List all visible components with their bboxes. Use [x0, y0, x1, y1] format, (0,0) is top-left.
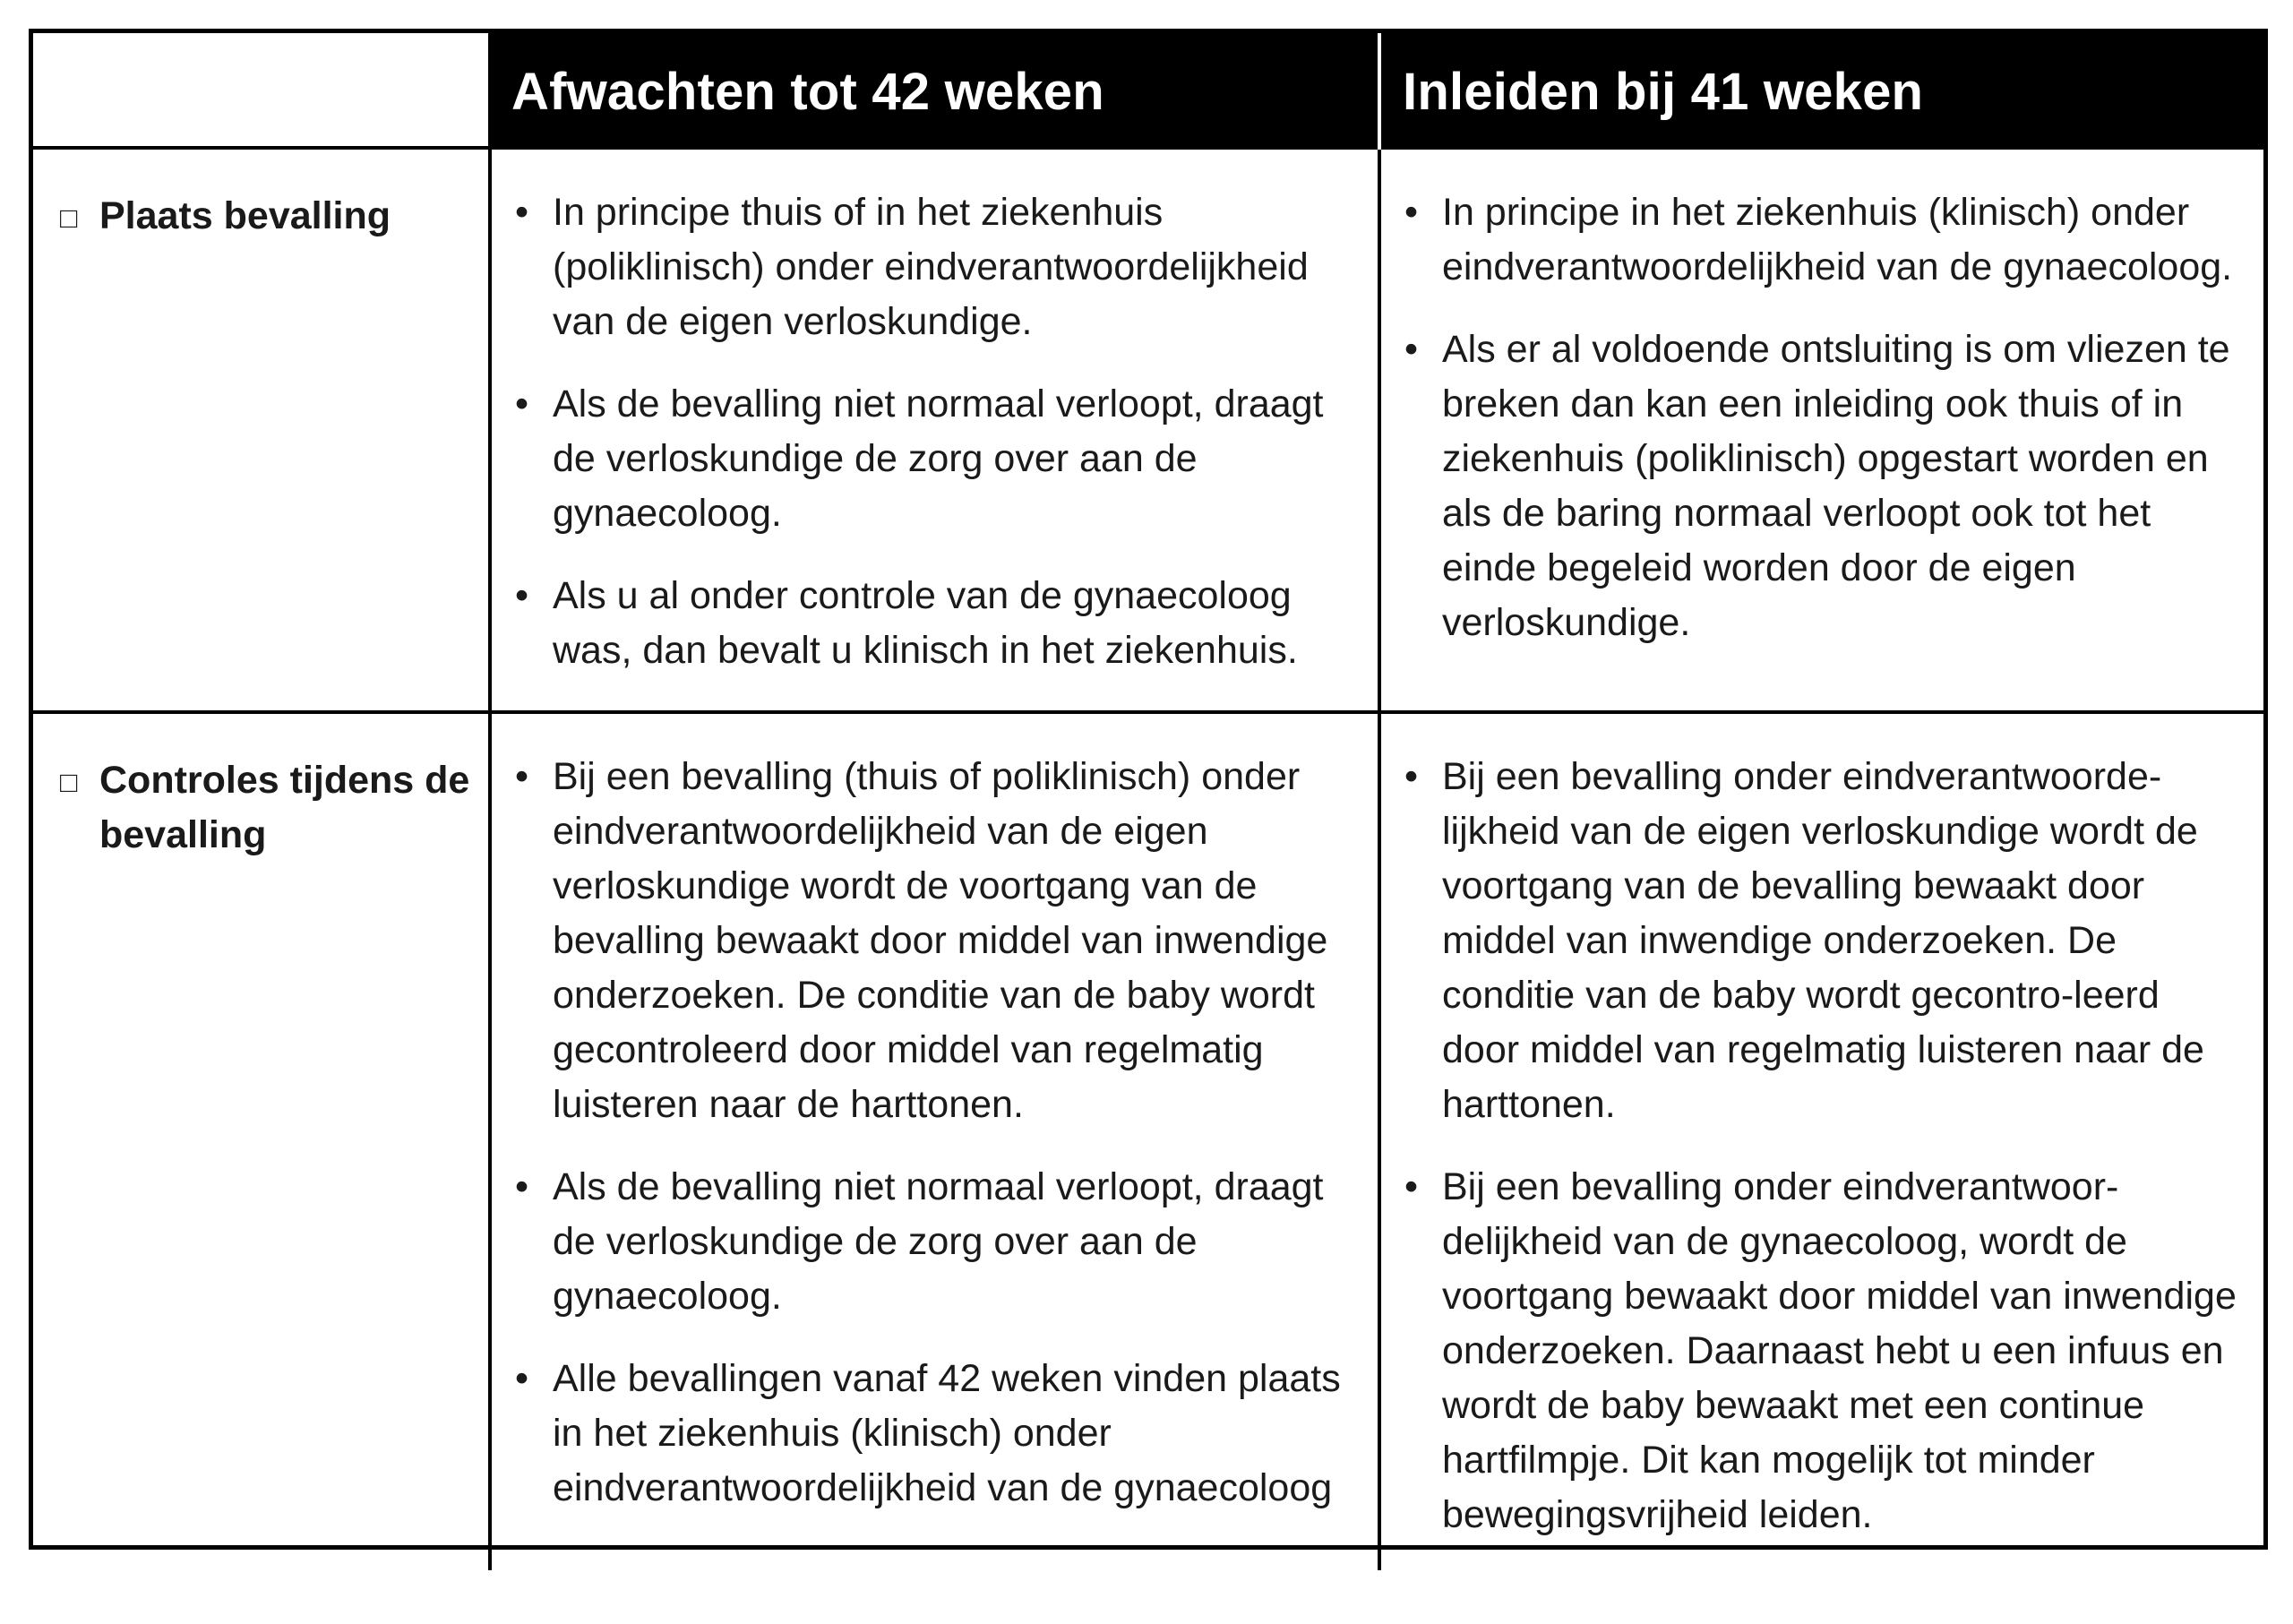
header-inleiden: Inleiden bij 41 weken	[1381, 33, 2263, 150]
list-item	[1401, 322, 2246, 650]
bullet-icon: •	[1404, 328, 1419, 371]
checkbox-icon: □	[60, 202, 78, 234]
list-item	[1401, 185, 2246, 295]
bullet-icon: •	[515, 191, 529, 234]
bullet-list	[1401, 185, 2246, 650]
list-item	[1401, 1160, 2246, 1542]
bullet-icon: •	[1404, 1165, 1419, 1208]
bullet-icon: •	[515, 1165, 529, 1208]
list-item-text: Als u al onder controle van de gynaecoloog was, dan bevalt u klinisch in het ziekenhuis.	[553, 574, 1298, 672]
list-item-text: Bij een bevalling (thuis of poliklinisch) onder eindverantwoordelijkheid van de eigen verloskundige wordt de voortgang van de bevalling bewaakt door middel van inwendige onderzoeken. De conditie van de baby wordt gecontroleerd door middel van regelmatig luisteren naar de harttonen.	[553, 755, 1328, 1126]
list-item-text: Bij een bevalling onder eindverantwoor-delijkheid van de gynaecoloog, wordt de voortgang bewaakt door middel van inwendige onderzoeken. Daarnaast hebt u een infuus en wordt de baby bewaakt met een continue hartfilmpje. Dit kan mogelijk tot minder bewegingsvrijheid leiden.	[1442, 1165, 2237, 1536]
list-item-text: Als de bevalling niet normaal verloopt, draagt de verloskundige de zorg over aan de gynaecoloog.	[553, 382, 1324, 535]
bullet-icon: •	[1404, 755, 1419, 798]
header-afwachten: Afwachten tot 42 weken	[492, 33, 1381, 150]
list-item-text: Als er al voldoende ontsluiting is om vliezen te breken dan kan een inleiding ook thuis of in ziekenhuis (poliklinisch) opgestart worden en als de baring normaal verloopt ook tot het einde begeleid worden door de eigen verloskundige.	[1442, 328, 2230, 644]
cell-controles-afwachten	[492, 714, 1381, 1570]
cell-plaats-inleiden	[1381, 150, 2263, 714]
list-item-text: Als de bevalling niet normaal verloopt, draagt de verloskundige de zorg over aan de gynaecoloog.	[553, 1165, 1324, 1318]
row-label-controles	[33, 714, 492, 1570]
bullet-icon: •	[515, 1357, 529, 1400]
bullet-list	[511, 185, 1360, 678]
list-item	[511, 1160, 1360, 1324]
list-item-text: In principe thuis of in het ziekenhuis (poliklinisch) onder eindverantwoordelijkheid van de eigen verloskundige.	[553, 191, 1309, 343]
list-item	[511, 750, 1360, 1132]
bullet-list	[1401, 750, 2246, 1542]
row-label-text: Plaats bevalling	[99, 194, 391, 237]
list-item-text: Bij een bevalling onder eindverantwoorde-lijkheid van de eigen verloskundige wordt de voortgang van de bevalling bewaakt door middel van inwendige onderzoeken. De conditie van de baby wordt gecontro-leerd door middel van regelmatig luisteren naar de harttonen.	[1442, 755, 2204, 1126]
list-item-text: In principe in het ziekenhuis (klinisch) onder eindverantwoordelijkheid van de gynaecoloog.	[1442, 191, 2233, 288]
bullet-icon: •	[515, 574, 529, 617]
bullet-icon: •	[515, 382, 529, 425]
list-item	[511, 1352, 1360, 1516]
comparison-table	[29, 29, 2268, 1550]
list-item	[1401, 750, 2246, 1132]
list-item	[511, 377, 1360, 541]
header-empty-cell	[33, 33, 492, 150]
row-label-text: Controles tijdens de bevalling	[99, 759, 470, 856]
checkbox-icon: □	[60, 766, 78, 798]
bullet-icon: •	[515, 755, 529, 798]
list-item	[511, 569, 1360, 678]
cell-plaats-afwachten	[492, 150, 1381, 714]
row-label-plaats-bevalling	[33, 150, 492, 714]
list-item-text: Alle bevallingen vanaf 42 weken vinden plaats in het ziekenhuis (klinisch) onder eindverantwoordelijkheid van de gynaecoloog	[553, 1357, 1341, 1509]
bullet-list	[511, 750, 1360, 1516]
bullet-icon: •	[1404, 191, 1419, 234]
cell-controles-inleiden	[1381, 714, 2263, 1570]
list-item	[511, 185, 1360, 349]
